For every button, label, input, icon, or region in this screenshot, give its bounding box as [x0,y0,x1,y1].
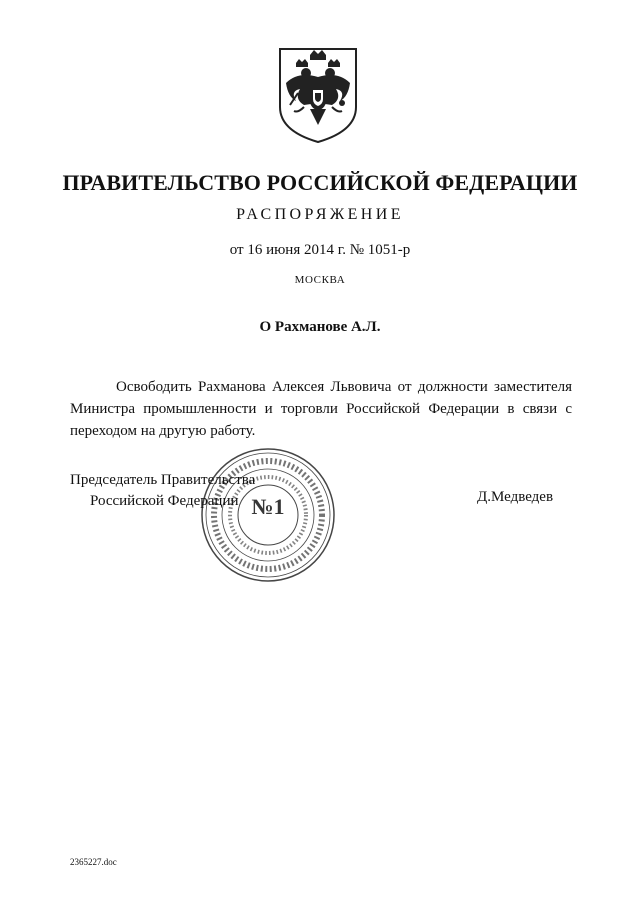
signer-name: Д.Медведев [477,489,554,505]
coat-of-arms-icon [276,45,360,145]
seal-number: №1 [251,494,285,519]
official-seal-icon [199,446,337,584]
signer-position [70,470,255,512]
document-type: РАСПОРЯЖЕНИЕ [236,206,404,223]
document-date-number: от 16 июня 2014 г. № 1051-р [229,242,411,258]
signer-position-line2: Российской Федерации [90,493,239,509]
document-file-reference: 2365227.doc [70,857,117,867]
government-title: ПРАВИТЕЛЬСТВО РОССИЙСКОЙ ФЕДЕРАЦИИ [62,170,578,195]
signer-position-line1: Председатель Правительства [70,472,256,488]
document-body: Освободить Рахманова Алексея Львовича от должности заместителя Министра промышленности и торговли Российской Федерации в связи с переходом на другую работу. [70,379,572,439]
document-city: МОСКВА [294,274,346,286]
document-subject: О Рахманове А.Л. [259,319,381,335]
